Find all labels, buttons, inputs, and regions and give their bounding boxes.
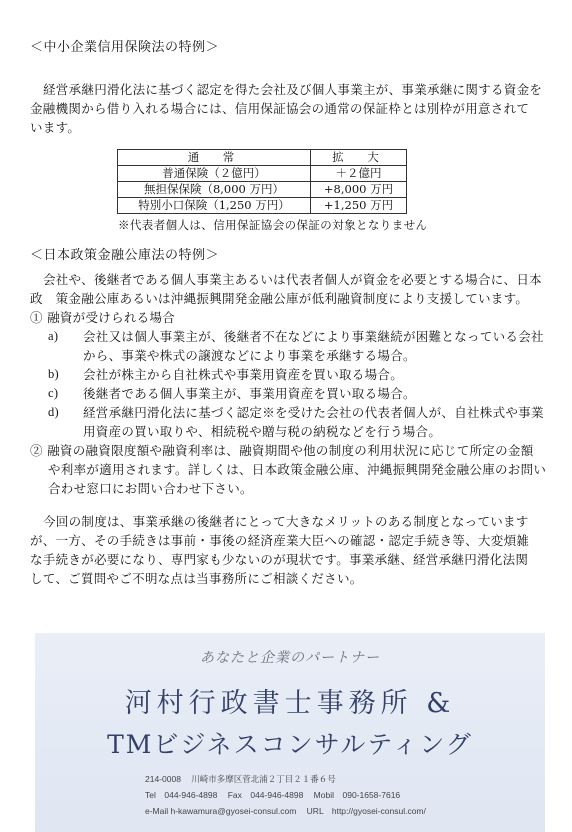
subitem-line: 後継者である個人事業主が、事業用資産を買い取る場合。 — [83, 386, 416, 401]
paragraph-line: 合わせ窓口にお問い合わせ下さい。 — [48, 481, 253, 496]
item-2-marker: ② — [30, 443, 43, 458]
postal-code: 214-0008 — [145, 774, 181, 784]
url-link[interactable]: URL http://gyosei-consul.com/ — [306, 806, 426, 816]
paragraph-line: が、一方、その手続きは事前・事後の経済産業大臣への確認・認定手続き等、大変煩雑 — [30, 533, 530, 548]
subitem-text — [83, 327, 544, 365]
subitem-marker: d) — [48, 405, 60, 419]
paragraph-line: 金融機関から借り入れる場合には、信用保証協会の通常の保証枠とは別枠が用意されて — [30, 101, 530, 116]
table-cell: ＋２億円 — [311, 166, 407, 182]
paragraph-line: や利率が適用されます。詳しくは、日本政策金融公庫、沖縄振興開発金融公庫のお問い — [48, 462, 547, 477]
section-heading-jfc: ＜日本政策金融公庫法の特例＞ — [30, 248, 220, 263]
item-2-paragraph — [30, 441, 546, 498]
subitem-c — [48, 384, 548, 403]
paragraph-line: 政 策金融公庫あるいは沖縄振興開発金融公庫が低利融資制度により支援しています。 — [30, 291, 529, 306]
subitem-d — [48, 403, 548, 441]
footer-web — [145, 805, 434, 817]
firm-footer-banner — [35, 633, 545, 832]
firm-name-line2: TMビジネスコンサルティング — [107, 730, 473, 759]
paragraph-line: 今回の制度は、事業承継の後継者にとって大きなメリットのある制度となっています — [43, 514, 529, 529]
paragraph-line-text: 融資の融資限度額や融資利率は、融資期間や他の制度の利用状況に応じて所定の金額 — [47, 443, 534, 458]
paragraph-line: な手続きが必要になり、専門家も少ないのが現状です。事業承継、経営承継円滑化法関 — [30, 552, 529, 567]
subitem-line: 会社が株主から自社株式や事業用資産を買い取る場合。 — [83, 367, 404, 382]
section-heading-credit-insurance: ＜中小企業信用保険法の特例＞ — [30, 40, 220, 55]
paragraph-line — [30, 441, 546, 460]
table-header-row — [118, 150, 407, 166]
street-address: 川崎市多摩区菅北浦２丁目２１番６号 — [191, 774, 336, 784]
email-link[interactable]: e-Mail h-kawamura@gyosei-consul.com — [145, 806, 297, 816]
paragraph-line: 会社や、後継者である個人事業主あるいは代表者個人が資金を必要とする場合に、日本 — [43, 272, 542, 287]
subitem-text — [83, 384, 416, 403]
subitem-line: から、事業や株式の譲渡などにより事業を承継する場合。 — [83, 348, 416, 363]
item-1-heading: ① 融資が受けられる場合 — [30, 310, 176, 325]
section1-paragraph — [30, 80, 542, 137]
guarantee-limit-table — [117, 149, 407, 214]
subitem-b — [48, 365, 548, 384]
paragraph-line: 経営承継円滑化法に基づく認定を得た会社及び個人事業主が、事業承継に関する資金を — [43, 82, 543, 97]
table-cell: 無担保保険（8,000 万円） — [118, 182, 311, 198]
table-header-expanded: 拡 大 — [311, 150, 407, 166]
subitem-marker: c) — [48, 386, 59, 400]
table-cell: +8,000 万円 — [311, 182, 407, 198]
closing-paragraph — [30, 512, 529, 588]
table-header-normal: 通 常 — [118, 150, 311, 166]
table-row — [118, 166, 407, 182]
table-row — [118, 182, 407, 198]
subitem-a — [48, 327, 548, 365]
firm-name-line1: 河村行政書士事務所 & — [124, 688, 456, 719]
table-cell: +1,250 万円 — [311, 198, 407, 214]
table-cell: 普通保険（２億円） — [118, 166, 311, 182]
subitem-text — [83, 403, 544, 441]
table-row — [118, 198, 407, 214]
fax-number: Fax 044-946-4898 — [227, 790, 304, 800]
footer-address — [145, 773, 344, 785]
subitem-line: 経営承継円滑化法に基づく認定※を受けた会社の代表者個人が、自社株式や事業 — [83, 405, 544, 420]
tel-number: Tel 044-946-4898 — [145, 790, 218, 800]
subitem-text — [83, 365, 403, 384]
section2-paragraph — [30, 270, 542, 308]
footer-phones — [145, 789, 408, 801]
subitem-marker: b) — [48, 367, 60, 381]
subitem-line: 用資産の買い取りや、相続税や贈与税の納税などを行う場合。 — [83, 424, 442, 439]
mobile-number: Mobil 090-1658-7616 — [313, 790, 401, 800]
subitem-marker: a) — [48, 329, 59, 343]
table-cell: 特別小口保険（1,250 万円） — [118, 198, 311, 214]
paragraph-line: して、ご質問やご不明な点は当事務所にご相談ください。 — [30, 571, 363, 586]
table-note: ※代表者個人は、信用保証協会の保証の対象となりません — [118, 218, 428, 232]
subitem-line: 会社又は個人事業主が、後継者不在などにより事業継続が困難となっている会社 — [83, 329, 544, 344]
footer-tagline: あなたと企業のパートナー — [200, 650, 380, 666]
paragraph-line: います。 — [30, 120, 81, 135]
